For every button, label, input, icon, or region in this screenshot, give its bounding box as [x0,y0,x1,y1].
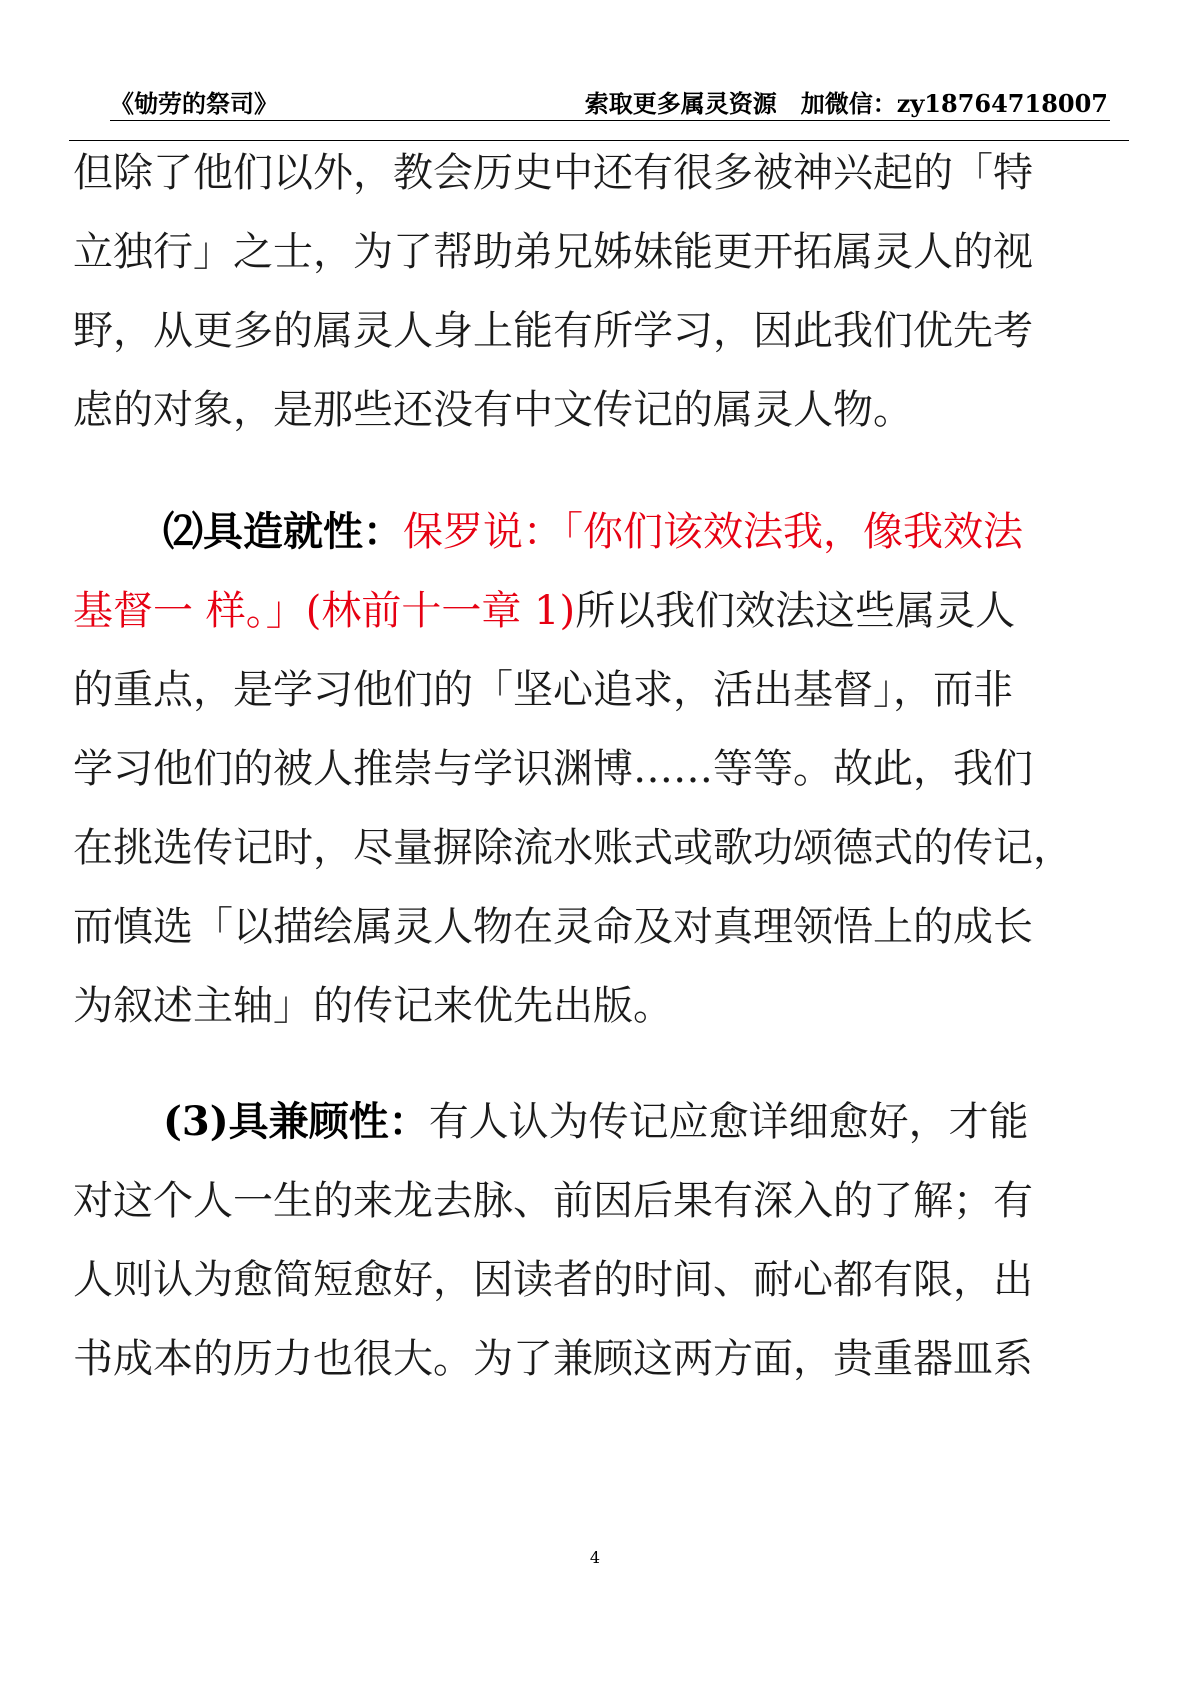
paragraph-line: 立独行」之士，为了帮助弟兄姊妹能更开拓属灵人的视 [73,229,1033,275]
paragraph-line: 为叙述主轴」的传记来优先出版。 [73,983,673,1029]
paragraph-line: 但除了他们以外，教会历史中还有很多被神兴起的「特 [73,150,1033,196]
paragraph-line [73,1097,1029,1147]
page-header [110,84,1110,120]
paragraph-line: 在挑选传记时，尽量摒除流水账式或歌功颂德式的传记， [73,825,1073,871]
section-heading: ⑵具造就性： [163,508,403,555]
header-resource-text: 索取更多属灵资源 [584,89,777,118]
paragraph-line: 的重点，是学习他们的「坚心追求，活出基督」，而非 [73,667,1013,713]
section-heading: (3)具兼顾性： [163,1098,429,1145]
scripture-quote: 基督一 样。」(林前十一章 1) [73,588,576,634]
paragraph-line [73,507,1023,557]
header-underline [110,120,1110,121]
header-contact [585,84,1108,119]
paragraph-line [73,586,1015,636]
header-wechat-text: 加微信：zy18764718007 [800,89,1108,118]
paragraph-line: 书成本的历力也很大。为了兼顾这两方面，贵重器皿系 [73,1336,1033,1382]
paragraph-line: 对这个人一生的来龙去脉、前因后果有深入的了解；有 [73,1178,1033,1224]
scripture-quote: 保罗说：「你们该效法我，像我效法 [403,509,1023,555]
paragraph-line: 而慎选「以描绘属灵人物在灵命及对真理领悟上的成长 [73,904,1033,950]
page-number: 4 [589,1548,601,1567]
paragraph-line: 人则认为愈简短愈好，因读者的时间、耐心都有限，出 [73,1257,1033,1303]
paragraph-text: 有人认为传记应愈详细愈好，才能 [428,1099,1029,1145]
book-title: 《劬劳的祭司》 [110,89,278,118]
paragraph-line: 野，从更多的属灵人身上能有所学习，因此我们优先考 [73,308,1033,354]
paragraph-text: 所以我们效法这些属灵人 [575,588,1016,634]
paragraph-line: 学习他们的被人推崇与学识渊博……等等。故此，我们 [73,746,1033,792]
paragraph-line: 虑的对象，是那些还没有中文传记的属灵人物。 [73,387,913,433]
header-divider [69,140,1129,141]
